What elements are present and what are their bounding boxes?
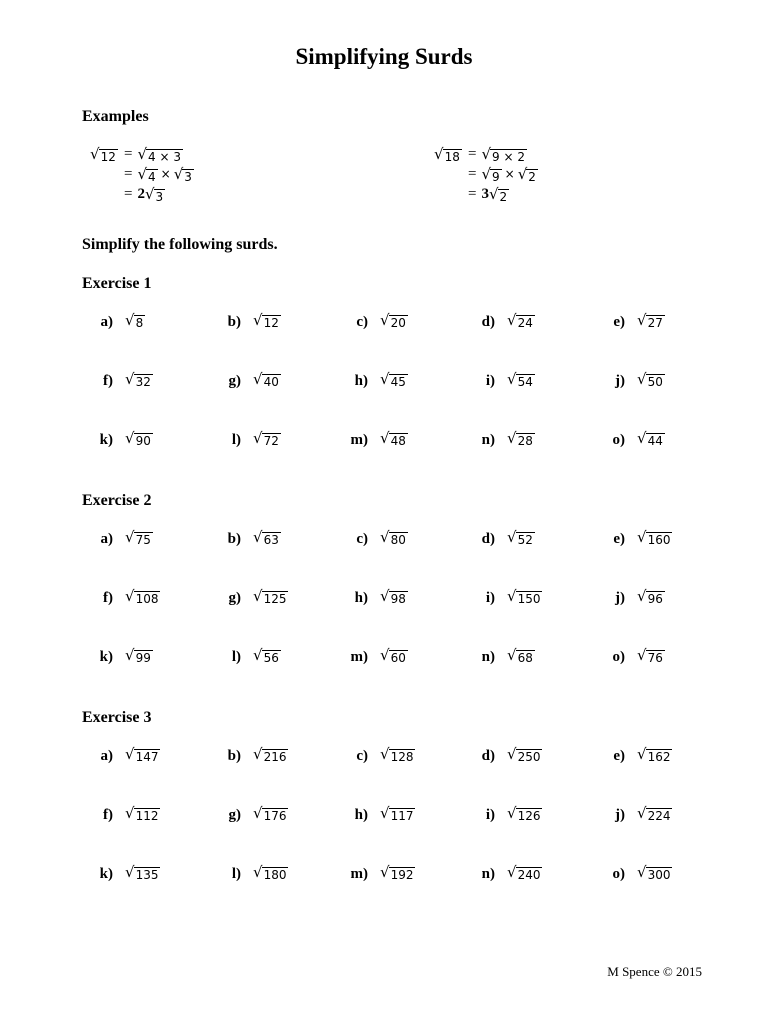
question-label: b) (227, 748, 241, 764)
question-label: f) (103, 807, 113, 823)
radicand: 4 × 3 (148, 149, 181, 164)
question-surd (253, 865, 288, 881)
question-label: m) (350, 432, 368, 448)
question-label: c) (356, 531, 368, 547)
exercise-question (485, 370, 535, 390)
question-label: g) (228, 373, 241, 389)
radical-sign-icon: √ (137, 164, 148, 183)
radical-sign-icon: √ (637, 370, 647, 389)
radical-sign-icon: √ (637, 646, 647, 665)
question-label: b) (227, 314, 241, 330)
question-label: g) (228, 590, 241, 606)
question-label: k) (99, 866, 113, 882)
radical-sign-icon: √ (253, 646, 263, 665)
exercise-question (227, 528, 281, 548)
radical-sign-icon: √ (173, 164, 184, 183)
exercise-question (481, 646, 535, 666)
exercise-question (100, 745, 160, 765)
radicand: 216 (263, 750, 287, 765)
question-surd (125, 806, 160, 822)
exercise-question (612, 646, 665, 666)
radical-sign-icon: √ (637, 804, 647, 823)
radicand: 72 (263, 434, 279, 449)
exercise-question (613, 311, 665, 331)
question-surd (253, 747, 288, 763)
question-label: j) (615, 807, 625, 823)
radicand: 150 (517, 592, 541, 607)
radicand: 192 (390, 868, 414, 883)
exercise-question (100, 311, 145, 331)
radicand: 3 (155, 189, 164, 204)
radicand: 240 (517, 868, 541, 883)
exercise-heading: Exercise 2 (82, 492, 152, 509)
radicand: 98 (390, 592, 406, 607)
radicand: 8 (135, 316, 144, 331)
exercise-question (615, 587, 665, 607)
question-surd (125, 589, 160, 605)
radical-sign-icon: √ (125, 646, 135, 665)
radicand: 2 (528, 169, 536, 184)
question-label: l) (231, 866, 241, 882)
radicand: 24 (517, 316, 533, 331)
exercise-question (356, 311, 408, 331)
question-label: a) (100, 748, 113, 764)
question-label: e) (613, 748, 625, 764)
radicand: 108 (135, 592, 159, 607)
question-surd (253, 806, 288, 822)
radicand: 75 (135, 533, 151, 548)
equals-sign: = (468, 146, 477, 162)
radical-sign-icon: √ (507, 528, 517, 547)
radical-sign-icon: √ (380, 370, 390, 389)
radical-sign-icon: √ (253, 587, 263, 606)
radicand: 160 (647, 533, 671, 548)
question-label: m) (350, 866, 368, 882)
question-surd (380, 530, 408, 546)
question-surd (253, 372, 281, 388)
question-label: a) (100, 531, 113, 547)
question-surd (125, 530, 153, 546)
radical-sign-icon: √ (481, 164, 492, 183)
radicand: 126 (517, 809, 541, 824)
radical-sign-icon: √ (125, 311, 135, 330)
result-surd (488, 184, 509, 204)
question-surd (507, 865, 542, 881)
factor-surd (481, 164, 501, 184)
question-surd (637, 747, 672, 763)
radical-sign-icon: √ (507, 311, 517, 330)
question-surd (253, 530, 281, 546)
question-surd (253, 431, 281, 447)
exercise-question (481, 863, 542, 883)
question-surd (637, 431, 665, 447)
radicand: 9 × 2 (492, 149, 525, 164)
radical-sign-icon: √ (507, 804, 517, 823)
radicand: 3 (184, 169, 192, 184)
question-label: b) (227, 531, 241, 547)
radicand: 28 (517, 434, 533, 449)
radical-sign-icon: √ (253, 429, 263, 448)
radical-sign-icon: √ (125, 528, 135, 547)
question-label: h) (354, 590, 368, 606)
question-label: i) (485, 590, 495, 606)
exercise-question (99, 429, 153, 449)
question-surd (507, 747, 542, 763)
example-lhs-surd (434, 144, 462, 164)
radicand: 32 (135, 375, 151, 390)
radicand: 63 (263, 533, 279, 548)
radical-sign-icon: √ (125, 863, 135, 882)
result-surd (144, 184, 165, 204)
question-label: o) (612, 432, 625, 448)
equals-sign: = (468, 166, 477, 182)
question-surd (125, 372, 153, 388)
exercise-question (227, 745, 288, 765)
question-label: e) (613, 314, 625, 330)
radicand: 50 (647, 375, 663, 390)
radicand: 12 (100, 149, 116, 164)
radicand: 128 (390, 750, 414, 765)
exercise-question (481, 429, 535, 449)
radicand: 112 (135, 809, 159, 824)
radicand: 125 (263, 592, 287, 607)
radicand: 96 (647, 592, 663, 607)
radical-sign-icon: √ (380, 863, 390, 882)
radicand: 80 (390, 533, 406, 548)
equals-sign: = (124, 186, 133, 202)
radicand: 27 (647, 316, 663, 331)
exercise-question (99, 646, 153, 666)
question-label: d) (481, 314, 495, 330)
exercise-question (612, 429, 665, 449)
radicand: 76 (647, 651, 663, 666)
radicand: 117 (390, 809, 414, 824)
question-label: c) (356, 748, 368, 764)
question-label: f) (103, 373, 113, 389)
radicand: 250 (517, 750, 541, 765)
radical-sign-icon: √ (488, 184, 499, 203)
question-surd (125, 431, 153, 447)
page-title: Simplifying Surds (295, 44, 473, 69)
radical-sign-icon: √ (125, 745, 135, 764)
radicand: 18 (444, 149, 460, 164)
question-surd (380, 431, 408, 447)
exercise-heading: Exercise 3 (82, 709, 152, 726)
exercise-question (99, 863, 160, 883)
radicand: 4 (148, 169, 156, 184)
radicand: 300 (647, 868, 671, 883)
radicand: 99 (135, 651, 151, 666)
question-surd (637, 648, 665, 664)
radicand: 48 (390, 434, 406, 449)
factor-surd (137, 164, 157, 184)
radicand: 224 (647, 809, 671, 824)
radical-sign-icon: √ (253, 311, 263, 330)
exercise-question (350, 863, 415, 883)
exercise-question (103, 804, 160, 824)
product-surd (481, 144, 527, 164)
question-label: g) (228, 807, 241, 823)
exercise-question (481, 311, 535, 331)
radicand: 68 (517, 651, 533, 666)
question-surd (507, 313, 535, 329)
example-step (468, 146, 527, 163)
example-step (468, 186, 509, 203)
question-surd (637, 372, 665, 388)
radicand: 12 (263, 316, 279, 331)
question-label: n) (481, 866, 495, 882)
radicand: 135 (135, 868, 159, 883)
radical-sign-icon: √ (125, 804, 135, 823)
radical-sign-icon: √ (380, 646, 390, 665)
question-surd (125, 648, 153, 664)
exercise-question (615, 804, 672, 824)
radical-sign-icon: √ (125, 429, 135, 448)
question-label: e) (613, 531, 625, 547)
question-surd (637, 806, 672, 822)
question-surd (380, 648, 408, 664)
exercise-question (354, 804, 415, 824)
radicand: 44 (647, 434, 663, 449)
radical-sign-icon: √ (380, 587, 390, 606)
exercise-question (231, 429, 281, 449)
radical-sign-icon: √ (507, 745, 517, 764)
question-surd (125, 865, 160, 881)
radicand: 180 (263, 868, 287, 883)
exercise-question (356, 528, 408, 548)
radical-sign-icon: √ (90, 144, 100, 163)
radical-sign-icon: √ (434, 144, 444, 163)
factor-surd (517, 164, 538, 184)
question-label: i) (485, 807, 495, 823)
question-surd (380, 313, 408, 329)
radical-sign-icon: √ (253, 528, 263, 547)
question-label: l) (231, 649, 241, 665)
example-lhs-surd (90, 144, 118, 164)
exercise-question (612, 863, 672, 883)
radical-sign-icon: √ (507, 646, 517, 665)
question-label: k) (99, 649, 113, 665)
radical-sign-icon: √ (637, 863, 647, 882)
example-step (124, 186, 165, 203)
radical-sign-icon: √ (517, 164, 528, 183)
exercise-question (228, 804, 288, 824)
radicand: 54 (517, 375, 533, 390)
question-surd (380, 372, 408, 388)
question-label: c) (356, 314, 368, 330)
exercise-question (481, 745, 542, 765)
radicand: 2 (499, 189, 508, 204)
exercise-question (227, 311, 281, 331)
question-label: d) (481, 748, 495, 764)
radical-sign-icon: √ (637, 528, 647, 547)
times-sign: × (504, 167, 515, 181)
question-surd (637, 589, 665, 605)
question-label: j) (615, 373, 625, 389)
radical-sign-icon: √ (253, 863, 263, 882)
coefficient: 3 (481, 186, 489, 202)
question-surd (253, 648, 281, 664)
equals-sign: = (124, 166, 133, 182)
question-surd (380, 589, 408, 605)
radicand: 52 (517, 533, 533, 548)
radical-sign-icon: √ (125, 587, 135, 606)
radical-sign-icon: √ (253, 745, 263, 764)
question-label: m) (350, 649, 368, 665)
equals-sign: = (468, 186, 477, 202)
question-surd (507, 372, 535, 388)
radical-sign-icon: √ (507, 587, 517, 606)
equals-sign: = (124, 146, 133, 162)
example-step (124, 146, 183, 163)
question-label: a) (100, 314, 113, 330)
exercise-question (354, 370, 408, 390)
exercise-question (350, 646, 408, 666)
radical-sign-icon: √ (144, 184, 155, 203)
exercise-question (103, 370, 153, 390)
exercise-question (356, 745, 415, 765)
question-surd (507, 648, 535, 664)
exercise-question (228, 370, 281, 390)
radical-sign-icon: √ (137, 144, 148, 163)
examples-heading: Examples (82, 108, 149, 125)
question-surd (507, 530, 535, 546)
exercise-question (103, 587, 160, 607)
radicand: 60 (390, 651, 406, 666)
question-label: h) (354, 807, 368, 823)
question-surd (507, 589, 542, 605)
radical-sign-icon: √ (637, 745, 647, 764)
radical-sign-icon: √ (637, 429, 647, 448)
radical-sign-icon: √ (507, 370, 517, 389)
question-surd (125, 313, 145, 329)
product-surd (137, 144, 183, 164)
radicand: 90 (135, 434, 151, 449)
exercise-question (350, 429, 408, 449)
question-label: d) (481, 531, 495, 547)
radicand: 9 (492, 169, 500, 184)
question-label: k) (99, 432, 113, 448)
radical-sign-icon: √ (380, 745, 390, 764)
question-surd (380, 747, 415, 763)
exercise-question (231, 646, 281, 666)
radical-sign-icon: √ (507, 863, 517, 882)
exercise-question (613, 745, 672, 765)
question-surd (637, 313, 665, 329)
question-label: n) (481, 432, 495, 448)
question-surd (507, 431, 535, 447)
radical-sign-icon: √ (637, 311, 647, 330)
radicand: 162 (647, 750, 671, 765)
example-step (124, 166, 194, 183)
radicand: 20 (390, 316, 406, 331)
copyright-footer: M Spence © 2015 (607, 964, 702, 979)
question-surd (380, 865, 415, 881)
instruction-text: Simplify the following surds. (82, 236, 278, 253)
exercise-question (354, 587, 408, 607)
question-surd (637, 865, 672, 881)
radical-sign-icon: √ (481, 144, 492, 163)
radicand: 56 (263, 651, 279, 666)
radicand: 40 (263, 375, 279, 390)
question-surd (637, 530, 672, 546)
radical-sign-icon: √ (380, 429, 390, 448)
radical-sign-icon: √ (125, 370, 135, 389)
question-surd (380, 806, 415, 822)
question-surd (253, 589, 288, 605)
times-sign: × (160, 167, 171, 181)
exercise-question (613, 528, 672, 548)
radicand: 176 (263, 809, 287, 824)
example-step (468, 166, 538, 183)
exercise-question (485, 587, 542, 607)
radical-sign-icon: √ (253, 804, 263, 823)
question-surd (253, 313, 281, 329)
exercise-question (100, 528, 153, 548)
question-label: o) (612, 866, 625, 882)
radical-sign-icon: √ (380, 311, 390, 330)
exercise-heading: Exercise 1 (82, 275, 152, 292)
question-label: h) (354, 373, 368, 389)
radical-sign-icon: √ (380, 804, 390, 823)
question-surd (507, 806, 542, 822)
exercise-question (615, 370, 665, 390)
radicand: 45 (390, 375, 406, 390)
question-surd (125, 747, 160, 763)
factor-surd (173, 164, 194, 184)
radical-sign-icon: √ (507, 429, 517, 448)
radical-sign-icon: √ (637, 587, 647, 606)
question-label: o) (612, 649, 625, 665)
question-label: l) (231, 432, 241, 448)
exercise-question (485, 804, 542, 824)
radical-sign-icon: √ (380, 528, 390, 547)
question-label: j) (615, 590, 625, 606)
coefficient: 2 (137, 186, 145, 202)
question-label: i) (485, 373, 495, 389)
radical-sign-icon: √ (253, 370, 263, 389)
radicand: 147 (135, 750, 159, 765)
exercise-question (481, 528, 535, 548)
exercise-question (231, 863, 288, 883)
question-label: f) (103, 590, 113, 606)
exercise-question (228, 587, 288, 607)
question-label: n) (481, 649, 495, 665)
